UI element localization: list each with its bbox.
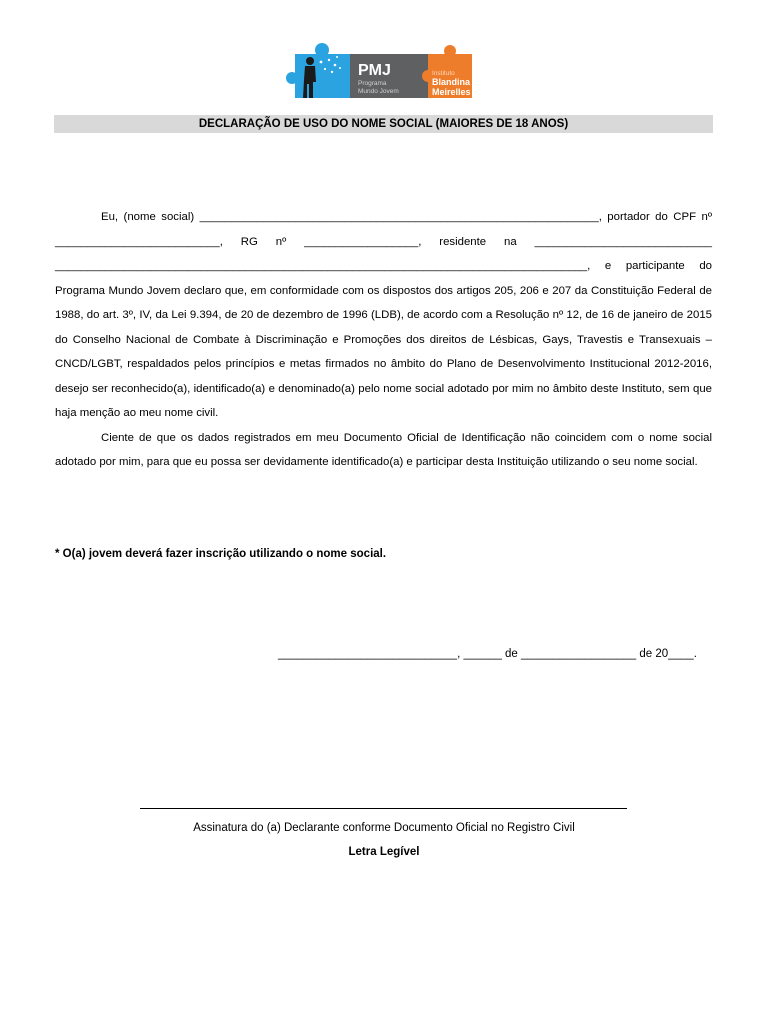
logo-institute-name2: Meirelles xyxy=(432,87,471,97)
logo-program-line2: Mundo Jovem xyxy=(358,88,399,95)
declaration-paragraph-2: Ciente de que os dados registrados em meu Documento Oficial de Identificação não coincidem com o nome social adotado por mim, para que eu possa ser devidamente identificado(a) e participar desta Instituição utilizando o seu nome social. xyxy=(55,431,712,468)
pmj-logo xyxy=(285,42,475,100)
social-name-note: * O(a) jovem deverá fazer inscrição utilizando o nome social. xyxy=(55,548,387,560)
signature-caption: Assinatura do (a) Declarante conforme Documento Oficial no Registro Civil xyxy=(193,822,575,834)
signature-subcaption: Letra Legível xyxy=(348,846,420,858)
logo-pmj-text: PMJ xyxy=(358,62,391,79)
logo-institute-label: Instituto xyxy=(432,70,455,77)
declaration-body xyxy=(55,205,712,475)
logo-institute-name1: Blandina xyxy=(432,77,471,87)
signature-line xyxy=(140,808,627,809)
document-title: DECLARAÇÃO DE USO DO NOME SOCIAL (MAIORES DE 18 ANOS) xyxy=(54,115,713,133)
place-date-line: ____________________________, ______ de __________________ de 20____. xyxy=(278,648,697,660)
logo-program-line1: Programa xyxy=(358,80,387,87)
declaration-paragraph-1: Eu, (nome social) _______________________________________________________________, portador do CPF nº __________________________, RG nº __________________, residente na ____________________________ ____________________________________________________________________________________, e participante do Programa Mundo Jovem declaro que, em conformidade com os dispostos dos artigos 205, 206 e 207 da Constituição Federal de 1988, do art. 3º, IV, da Lei 9.394, de 20 de dezembro de 1996 (LDB), de acordo com a Resolução nº 12, de 16 de janeiro de 2015 do Conselho Nacional de Combate à Discriminação e Promoções dos direitos de Lésbicas, Gays, Travestis e Transexuais – CNCD/LGBT, respaldados pelos princípios e metas firmados no âmbito do Plano de Desenvolvimento Institucional 2012-2016, desejo ser reconhecido(a), identificado(a) e denominado(a) pelo nome social adotado por mim no âmbito deste Instituto, sem que haja menção ao meu nome civil. xyxy=(55,211,712,419)
